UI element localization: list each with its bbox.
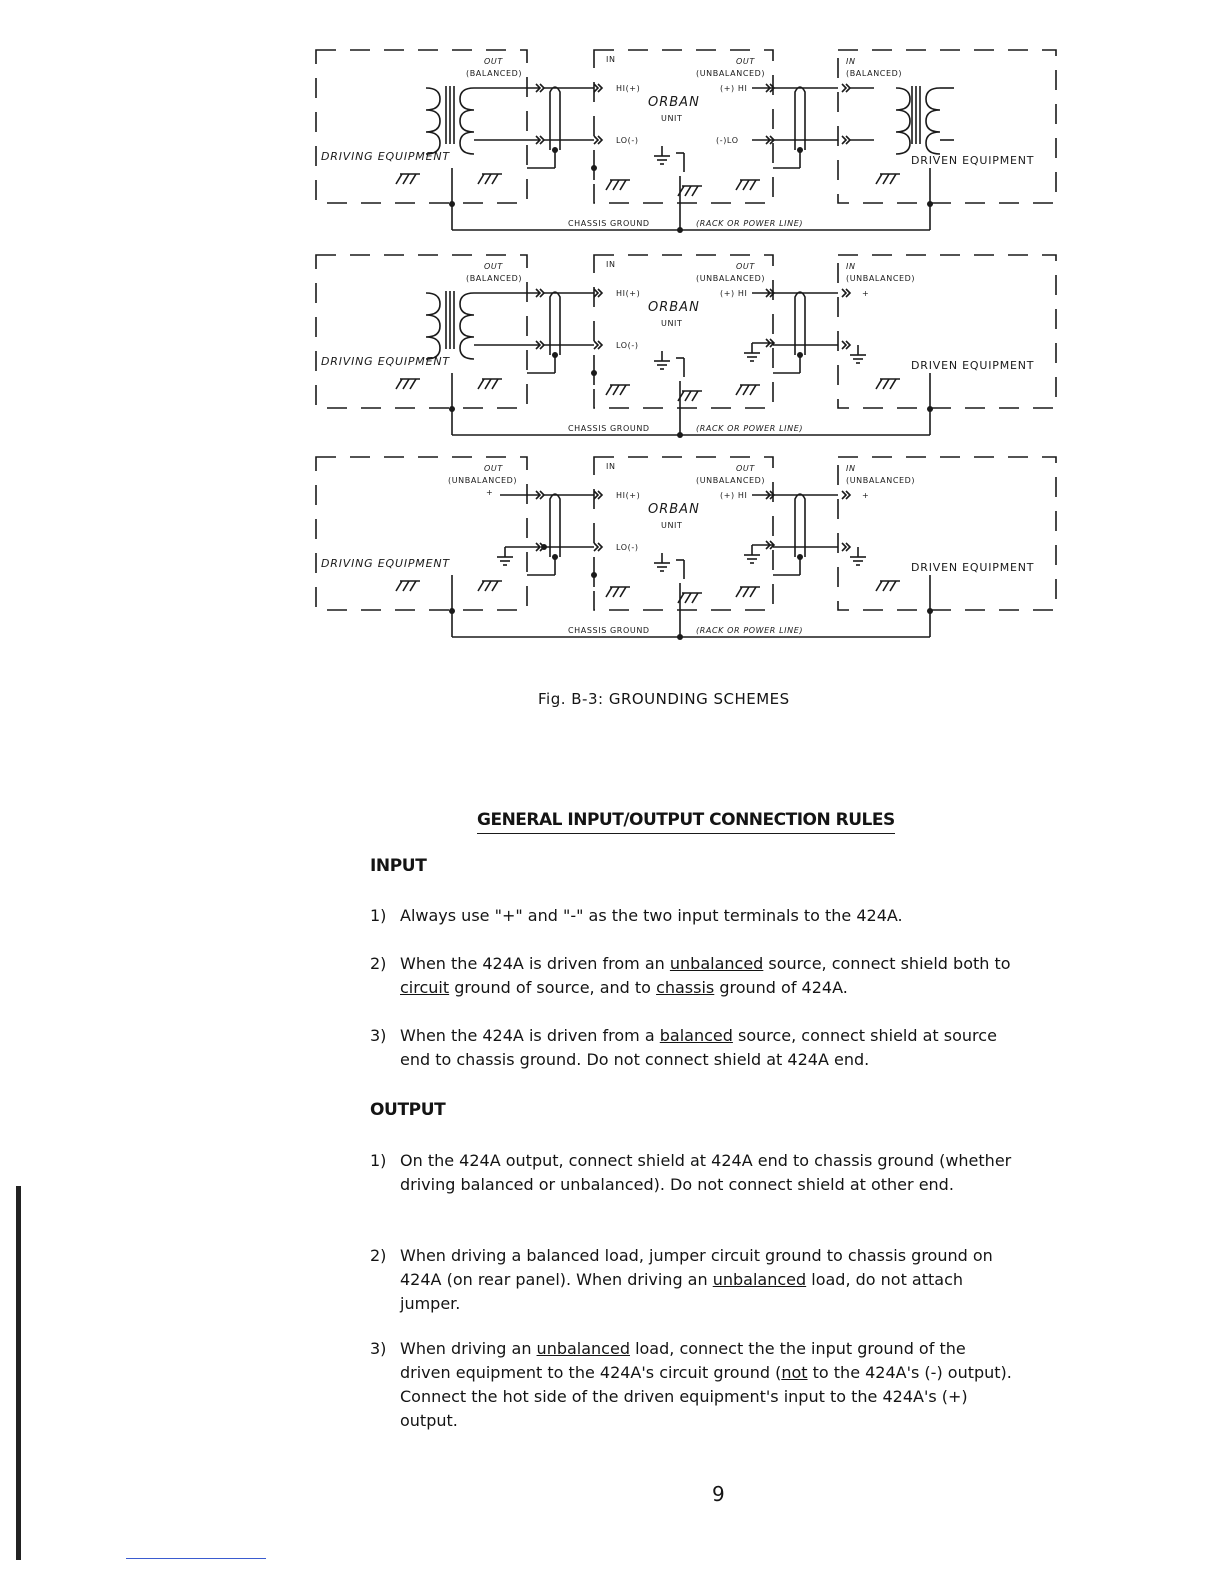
orban-out-type: (UNBALANCED)	[696, 476, 766, 485]
output-rule-2: 2) When driving a balanced load, jumper circuit ground to chassis ground on 424A (on rear panel). When driving an unbalanced load, do not attach jumper.	[370, 1246, 993, 1313]
orban-out-type: (UNBALANCED)	[696, 274, 766, 283]
driving-equipment-label: DRIVING EQUIPMENT	[321, 557, 450, 570]
driven-in-type: (UNBALANCED)	[846, 274, 916, 283]
chassis-ground-symbol	[396, 174, 420, 184]
chassis-ground-symbol	[876, 174, 900, 184]
chassis-ground-symbol	[396, 581, 420, 591]
circuit-ground-symbol	[850, 345, 866, 363]
circuit-ground-symbol	[744, 545, 760, 563]
input-rule-1: 1) Always use "+" and "-" as the two input terminals to the 424A.	[370, 906, 903, 925]
orban-name: ORBAN	[648, 95, 700, 110]
scan-blue-line	[126, 1558, 266, 1559]
transformer-icon	[426, 88, 440, 154]
orban-in-label: IN	[606, 55, 616, 64]
chassis-ground-label: CHASSIS GROUND	[568, 219, 650, 228]
grounding-scheme-panel	[316, 457, 1056, 640]
driving-equipment-label: DRIVING EQUIPMENT	[321, 150, 450, 163]
rack-power-line-label: (RACK OR POWER LINE)	[696, 626, 804, 635]
orban-out-lo: (-)LO	[716, 136, 739, 145]
scan-edge-artifact	[16, 1186, 21, 1560]
driving-out-label: OUT	[484, 57, 503, 66]
rack-power-line-label: (RACK OR POWER LINE)	[696, 219, 804, 228]
driving-out-label: OUT	[484, 262, 503, 271]
chassis-ground-symbol	[876, 379, 900, 389]
transformer-icon	[926, 88, 940, 154]
grounding-scheme-panel	[316, 255, 1056, 438]
section-heading: GENERAL INPUT/OUTPUT CONNECTION RULES	[477, 810, 895, 834]
driven-equipment-label: DRIVEN EQUIPMENT	[911, 359, 1035, 372]
orban-hi-label: HI(+)	[616, 289, 641, 298]
chassis-ground-symbol	[478, 581, 502, 591]
orban-unit-label: UNIT	[661, 521, 683, 530]
circuit-ground-symbol	[850, 547, 866, 565]
chassis-ground-label: CHASSIS GROUND	[568, 424, 650, 433]
driving-out-type: (BALANCED)	[466, 274, 523, 283]
circuit-ground-symbol	[654, 351, 670, 369]
output-rule-1: 1) On the 424A output, connect shield at 424A end to chassis ground (whether driving balanced or unbalanced). Do not connect shield at other end.	[370, 1151, 1012, 1194]
driven-equipment-label: DRIVEN EQUIPMENT	[911, 561, 1035, 574]
orban-name: ORBAN	[648, 300, 700, 315]
circuit-ground-symbol	[497, 547, 513, 565]
driven-plus: +	[862, 491, 870, 500]
orban-hi-label: HI(+)	[616, 491, 641, 500]
transformer-icon	[426, 293, 440, 359]
driving-out-type: (BALANCED)	[466, 69, 523, 78]
orban-unit-label: UNIT	[661, 114, 683, 123]
driven-in-label: IN	[846, 464, 856, 473]
grounding-schemes-diagram	[0, 0, 1224, 660]
figure-caption: Fig. B-3: GROUNDING SCHEMES	[538, 690, 790, 708]
chassis-ground-symbol	[678, 391, 702, 401]
grounding-scheme-panel	[316, 50, 1056, 233]
driven-in-type: (BALANCED)	[846, 69, 903, 78]
input-rule-2: 2) When the 424A is driven from an unbalanced source, connect shield both to circuit ground of source, and to chassis ground of 424A.	[370, 954, 1011, 997]
page-number: 9	[712, 1482, 725, 1506]
orban-in-label: IN	[606, 462, 616, 471]
chassis-ground-symbol	[396, 379, 420, 389]
circuit-ground-symbol	[744, 343, 760, 361]
input-rule-3: 3) When the 424A is driven from a balanced source, connect shield at source end to chassis ground. Do not connect shield at 424A end.	[370, 1026, 997, 1069]
chassis-ground-symbol	[606, 587, 630, 597]
chassis-ground-symbol	[606, 385, 630, 395]
output-section-title: OUTPUT	[370, 1100, 446, 1120]
orban-lo-label: LO(-)	[616, 341, 639, 350]
chassis-ground-symbol	[478, 379, 502, 389]
chassis-ground-symbol	[736, 587, 760, 597]
orban-in-label: IN	[606, 260, 616, 269]
driving-out-type: (UNBALANCED)	[448, 476, 518, 485]
driving-plus: +	[486, 488, 494, 497]
output-rule-3: 3) When driving an unbalanced load, connect the the input ground of the driven equipment to the 424A's circuit ground (not to the 424A's (-) output). Connect the hot side of the driven equipment's input to the 424A's (+) output.	[370, 1339, 1012, 1430]
chassis-ground-symbol	[606, 180, 630, 190]
circuit-ground-symbol	[654, 553, 670, 571]
input-section-title: INPUT	[370, 856, 427, 876]
transformer-icon	[896, 88, 910, 154]
driving-equipment-label: DRIVING EQUIPMENT	[321, 355, 450, 368]
orban-out-hi: (+) HI	[720, 84, 748, 93]
rack-power-line-label: (RACK OR POWER LINE)	[696, 424, 804, 433]
orban-unit-label: UNIT	[661, 319, 683, 328]
orban-lo-label: LO(-)	[616, 543, 639, 552]
circuit-ground-symbol	[654, 146, 670, 164]
chassis-ground-symbol	[478, 174, 502, 184]
transformer-icon	[460, 293, 474, 359]
driven-plus: +	[862, 289, 870, 298]
orban-out-label: OUT	[736, 262, 755, 271]
orban-name: ORBAN	[648, 502, 700, 517]
chassis-ground-symbol	[678, 186, 702, 196]
orban-out-hi: (+) HI	[720, 289, 748, 298]
orban-out-type: (UNBALANCED)	[696, 69, 766, 78]
chassis-ground-symbol	[736, 385, 760, 395]
chassis-ground-symbol	[736, 180, 760, 190]
orban-lo-label: LO(-)	[616, 136, 639, 145]
transformer-icon	[460, 88, 474, 154]
chassis-ground-symbol	[876, 581, 900, 591]
driven-in-label: IN	[846, 262, 856, 271]
orban-out-label: OUT	[736, 464, 755, 473]
driving-out-label: OUT	[484, 464, 503, 473]
driven-in-label: IN	[846, 57, 856, 66]
driven-in-type: (UNBALANCED)	[846, 476, 916, 485]
orban-hi-label: HI(+)	[616, 84, 641, 93]
orban-out-hi: (+) HI	[720, 491, 748, 500]
chassis-ground-symbol	[678, 593, 702, 603]
orban-out-label: OUT	[736, 57, 755, 66]
driven-equipment-label: DRIVEN EQUIPMENT	[911, 154, 1035, 167]
chassis-ground-label: CHASSIS GROUND	[568, 626, 650, 635]
